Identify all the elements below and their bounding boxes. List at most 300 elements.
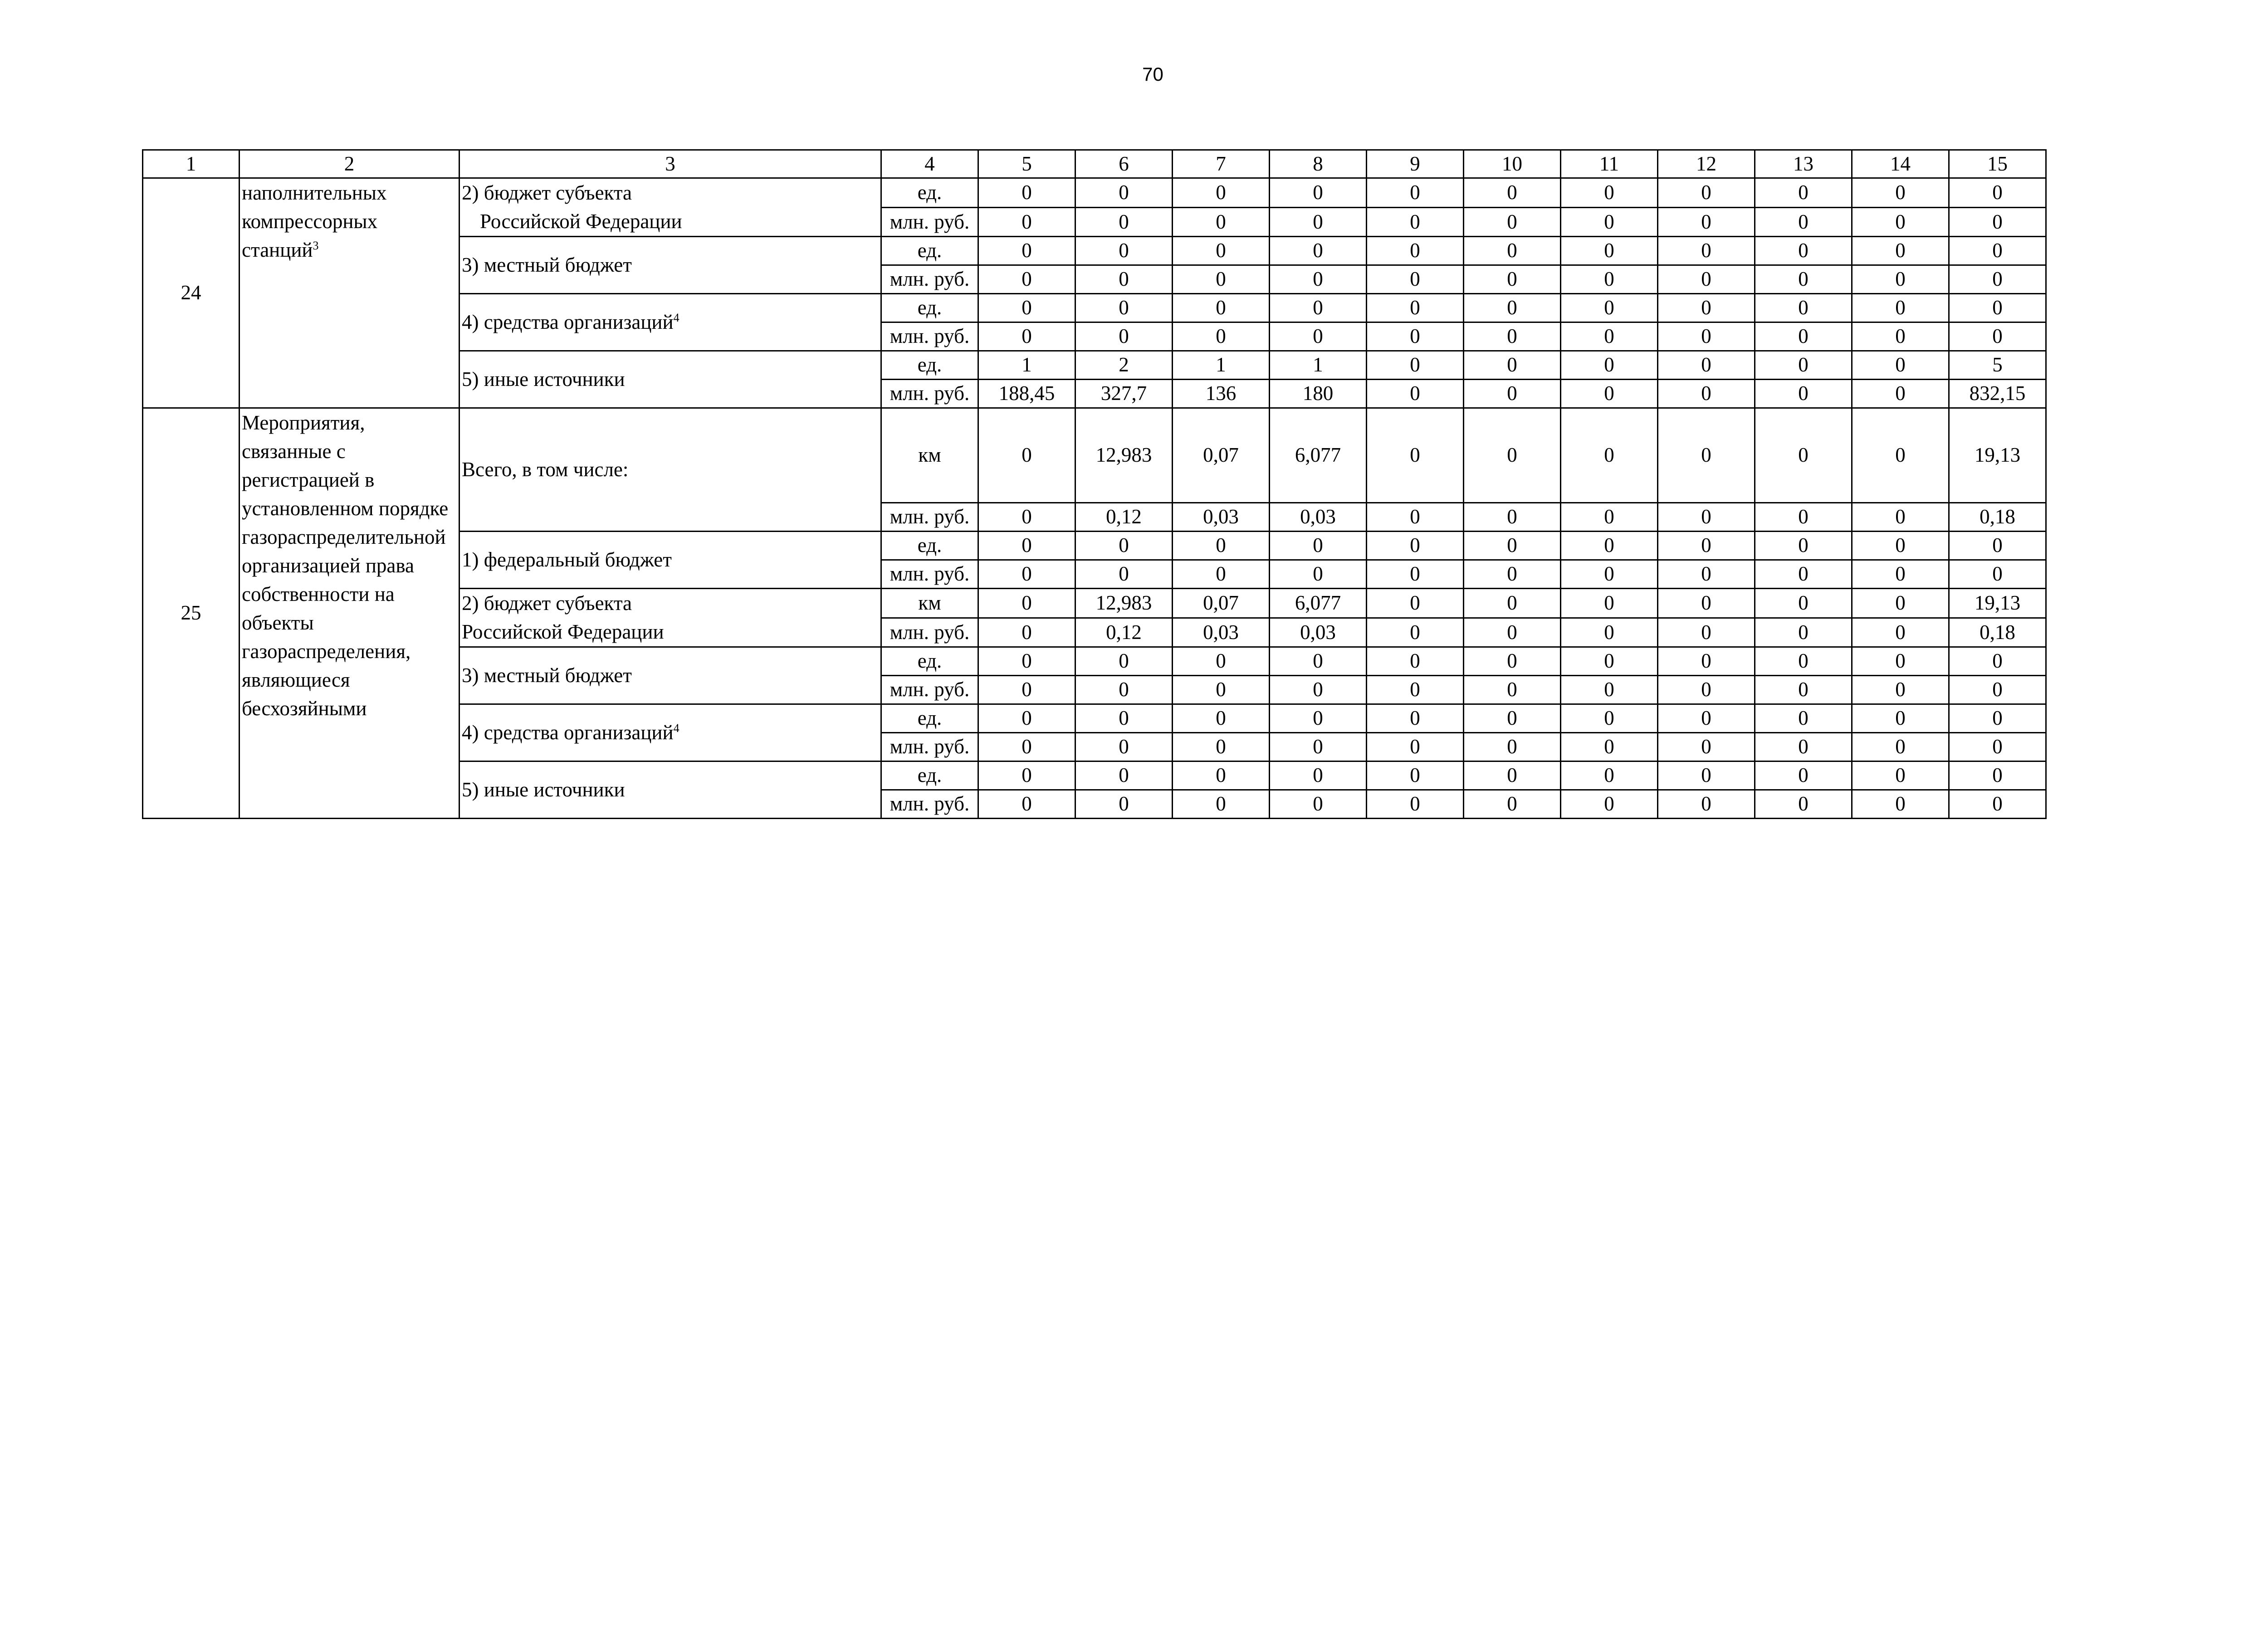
funding-source (459, 408, 881, 532)
funding-source-label-line2: Российской Федерации (480, 210, 682, 233)
unit-cell: млн. руб. (881, 380, 978, 408)
value-cell: 0 (1755, 351, 1852, 380)
value-cell: 0 (1852, 790, 1949, 819)
value-cell: 0 (1270, 733, 1367, 761)
header-cell: 13 (1755, 150, 1852, 178)
value-cell: 0 (1852, 380, 1949, 408)
value-cell: 0 (1658, 676, 1755, 704)
value-cell: 0 (1561, 265, 1658, 294)
footnote-marker: 4 (673, 311, 679, 324)
header-cell: 15 (1949, 150, 2046, 178)
value-cell: 6,077 (1270, 408, 1367, 503)
value-cell: 0 (1075, 560, 1173, 589)
value-cell: 0 (1755, 647, 1852, 676)
funding-source-text: 5) иные источники (462, 778, 625, 801)
value-cell: 0 (978, 589, 1075, 618)
header-cell: 8 (1270, 150, 1367, 178)
value-cell: 5 (1949, 351, 2046, 380)
value-cell: 12,983 (1075, 408, 1173, 503)
value-cell: 0 (1270, 237, 1367, 265)
value-cell: 0 (1949, 704, 2046, 733)
value-cell: 0 (1658, 532, 1755, 560)
value-cell: 0 (1075, 294, 1173, 322)
value-cell: 0 (978, 618, 1075, 647)
value-cell: 0 (1949, 237, 2046, 265)
value-cell: 0 (1658, 178, 1755, 208)
value-cell: 0 (1464, 380, 1561, 408)
value-cell: 0 (978, 265, 1075, 294)
value-cell: 0 (1075, 647, 1173, 676)
value-cell: 0 (1367, 207, 1464, 237)
value-cell: 0,12 (1075, 503, 1173, 532)
value-cell: 0 (1658, 408, 1755, 503)
funding-source (459, 237, 881, 294)
value-cell: 0 (1270, 676, 1367, 704)
value-cell: 0 (1561, 532, 1658, 560)
unit-cell: млн. руб. (881, 322, 978, 351)
value-cell: 0 (1075, 237, 1173, 265)
value-cell: 0 (1852, 294, 1949, 322)
value-cell: 0 (1658, 237, 1755, 265)
unit-cell: млн. руб. (881, 503, 978, 532)
header-cell: 12 (1658, 150, 1755, 178)
footnote-marker: 3 (313, 239, 319, 252)
value-cell: 0 (1949, 790, 2046, 819)
value-cell: 0 (1561, 408, 1658, 503)
value-cell: 0 (1464, 647, 1561, 676)
value-cell: 0 (1367, 676, 1464, 704)
value-cell: 0 (1949, 560, 2046, 589)
value-cell: 0,12 (1075, 618, 1173, 647)
unit-cell: ед. (881, 294, 978, 322)
header-cell: 14 (1852, 150, 1949, 178)
header-cell: 3 (459, 150, 881, 178)
value-cell: 0 (1852, 178, 1949, 208)
header-cell: 10 (1464, 150, 1561, 178)
funding-source (459, 178, 881, 237)
value-cell: 0 (1755, 733, 1852, 761)
value-cell: 0,03 (1270, 618, 1367, 647)
value-cell: 0 (1367, 560, 1464, 589)
value-cell: 0 (1270, 532, 1367, 560)
value-cell: 0 (1755, 589, 1852, 618)
value-cell: 0 (1464, 676, 1561, 704)
value-cell: 0 (978, 178, 1075, 208)
value-cell: 0 (1755, 207, 1852, 237)
value-cell: 0 (1755, 704, 1852, 733)
funding-source-label (462, 311, 878, 334)
unit-cell: ед. (881, 647, 978, 676)
value-cell: 0 (1949, 322, 2046, 351)
value-cell: 0 (1852, 647, 1949, 676)
value-cell: 0 (1658, 380, 1755, 408)
value-cell: 0 (1075, 178, 1173, 208)
value-cell: 0 (1367, 532, 1464, 560)
value-cell: 0,07 (1173, 408, 1270, 503)
value-cell: 327,7 (1075, 380, 1173, 408)
unit-cell: млн. руб. (881, 733, 978, 761)
value-cell: 1 (1173, 351, 1270, 380)
value-cell: 188,45 (978, 380, 1075, 408)
value-cell: 0 (1949, 532, 2046, 560)
value-cell: 0 (1755, 560, 1852, 589)
value-cell: 0 (1658, 733, 1755, 761)
value-cell: 0 (1949, 761, 2046, 790)
value-cell: 0 (1367, 178, 1464, 208)
value-cell: 0 (1270, 294, 1367, 322)
value-cell: 0 (1755, 503, 1852, 532)
funding-source-text: 2) бюджет субъекта (462, 592, 632, 615)
value-cell: 0 (978, 761, 1075, 790)
value-cell: 0,03 (1270, 503, 1367, 532)
value-cell: 0 (1852, 237, 1949, 265)
funding-source (459, 589, 881, 647)
value-cell: 0 (1852, 589, 1949, 618)
value-cell: 0 (1075, 790, 1173, 819)
table-body (143, 150, 2046, 819)
value-cell: 0 (1367, 380, 1464, 408)
funding-source-text: 5) иные источники (462, 367, 625, 390)
unit-cell: км (881, 408, 978, 503)
value-cell: 0 (1173, 560, 1270, 589)
funding-source-label (462, 254, 878, 277)
value-cell: 0 (1367, 503, 1464, 532)
item-description (240, 178, 459, 408)
value-cell: 0 (1173, 704, 1270, 733)
value-cell: 0 (1464, 589, 1561, 618)
value-cell: 0 (1367, 322, 1464, 351)
value-cell: 0 (1464, 294, 1561, 322)
value-cell: 0 (1173, 178, 1270, 208)
header-cell: 11 (1561, 150, 1658, 178)
value-cell: 0 (1270, 207, 1367, 237)
header-cell: 9 (1367, 150, 1464, 178)
value-cell: 0 (1561, 560, 1658, 589)
header-cell: 1 (143, 150, 240, 178)
value-cell: 0,03 (1173, 618, 1270, 647)
value-cell: 0 (1852, 733, 1949, 761)
funding-source (459, 532, 881, 589)
value-cell: 0 (1173, 761, 1270, 790)
value-cell: 0 (1464, 790, 1561, 819)
value-cell: 0 (1367, 237, 1464, 265)
value-cell: 0 (1367, 618, 1464, 647)
value-cell: 0 (1658, 790, 1755, 819)
value-cell: 0,07 (1173, 589, 1270, 618)
value-cell: 0 (1852, 265, 1949, 294)
unit-cell: млн. руб. (881, 207, 978, 237)
value-cell: 0 (1464, 351, 1561, 380)
value-cell: 0 (1270, 560, 1367, 589)
value-cell: 0 (1464, 178, 1561, 208)
value-cell: 0,03 (1173, 503, 1270, 532)
item-description-text: наполнительных компрессорных станций (242, 181, 387, 261)
header-cell: 4 (881, 150, 978, 178)
value-cell: 0 (1949, 676, 2046, 704)
funding-source-label (462, 779, 878, 801)
value-cell: 19,13 (1949, 408, 2046, 503)
table-row (143, 408, 2046, 503)
value-cell: 0 (1755, 380, 1852, 408)
header-cell: 7 (1173, 150, 1270, 178)
value-cell: 0 (1755, 408, 1852, 503)
value-cell: 0 (978, 676, 1075, 704)
unit-cell: ед. (881, 237, 978, 265)
value-cell: 0 (1852, 532, 1949, 560)
funding-source (459, 704, 881, 761)
value-cell: 180 (1270, 380, 1367, 408)
value-cell: 0 (1464, 733, 1561, 761)
value-cell: 0 (1852, 618, 1949, 647)
value-cell: 0 (1173, 294, 1270, 322)
value-cell: 0 (978, 733, 1075, 761)
value-cell: 0 (1075, 704, 1173, 733)
value-cell: 0 (1561, 676, 1658, 704)
item-description-text: Мероприятия, связанные с регистрацией в установленном порядке газораспределительной организацией права собственности на объекты газораспределения, являющиеся бесхозяйными (242, 411, 449, 720)
value-cell: 0 (1755, 618, 1852, 647)
value-cell: 0 (1561, 761, 1658, 790)
value-cell: 0 (1173, 676, 1270, 704)
funding-source-text: 3) местный бюджет (462, 664, 632, 687)
value-cell: 0 (978, 207, 1075, 237)
funding-source-text: 3) местный бюджет (462, 253, 632, 276)
value-cell: 0 (1755, 178, 1852, 208)
value-cell: 0 (1658, 322, 1755, 351)
value-cell: 0 (1464, 704, 1561, 733)
header-cell: 6 (1075, 150, 1173, 178)
value-cell: 0 (1561, 207, 1658, 237)
value-cell: 0 (1270, 761, 1367, 790)
value-cell: 0 (978, 647, 1075, 676)
value-cell: 0 (1755, 532, 1852, 560)
value-cell: 0 (1755, 322, 1852, 351)
value-cell: 0 (1755, 676, 1852, 704)
value-cell: 832,15 (1949, 380, 2046, 408)
value-cell: 0 (1658, 503, 1755, 532)
value-cell: 0 (1270, 178, 1367, 208)
value-cell: 0 (1464, 265, 1561, 294)
table-row (143, 178, 2046, 208)
header-cell: 5 (978, 150, 1075, 178)
value-cell: 0 (1658, 647, 1755, 676)
value-cell: 0 (1658, 351, 1755, 380)
value-cell: 0 (1173, 733, 1270, 761)
value-cell: 0 (1464, 207, 1561, 237)
value-cell: 0 (1852, 560, 1949, 589)
value-cell: 0 (1367, 704, 1464, 733)
unit-cell: млн. руб. (881, 676, 978, 704)
value-cell: 0 (1173, 532, 1270, 560)
item-description (240, 408, 459, 819)
value-cell: 0 (1075, 761, 1173, 790)
value-cell: 0 (1852, 704, 1949, 733)
item-number: 24 (143, 178, 240, 408)
value-cell: 0 (978, 503, 1075, 532)
data-table (142, 149, 2047, 819)
value-cell: 0 (1561, 790, 1658, 819)
value-cell: 0 (1658, 560, 1755, 589)
header-row (143, 150, 2046, 178)
unit-cell: ед. (881, 532, 978, 560)
value-cell: 0 (1464, 618, 1561, 647)
value-cell: 0 (1561, 647, 1658, 676)
value-cell: 0 (1561, 237, 1658, 265)
footnote-marker: 4 (673, 721, 679, 735)
value-cell: 0 (978, 237, 1075, 265)
value-cell: 0 (1367, 265, 1464, 294)
value-cell: 0 (1561, 589, 1658, 618)
value-cell: 0 (1561, 618, 1658, 647)
value-cell: 0 (1367, 790, 1464, 819)
value-cell: 0 (1561, 178, 1658, 208)
funding-source-text: Всего, в том числе: (462, 458, 629, 481)
value-cell: 0 (1367, 294, 1464, 322)
value-cell: 0 (1561, 322, 1658, 351)
funding-source (459, 294, 881, 351)
funding-source-label (462, 179, 878, 207)
funding-source (459, 351, 881, 408)
value-cell: 0 (1949, 647, 2046, 676)
value-cell: 0 (1464, 237, 1561, 265)
value-cell: 0 (1755, 237, 1852, 265)
value-cell: 0 (1464, 532, 1561, 560)
value-cell: 12,983 (1075, 589, 1173, 618)
unit-cell: ед. (881, 761, 978, 790)
value-cell: 0 (1852, 207, 1949, 237)
funding-source-label (462, 589, 878, 618)
funding-source-label (462, 722, 878, 744)
value-cell: 0 (1852, 761, 1949, 790)
unit-cell: млн. руб. (881, 265, 978, 294)
value-cell: 0,18 (1949, 618, 2046, 647)
value-cell: 0 (978, 294, 1075, 322)
unit-cell: ед. (881, 704, 978, 733)
value-cell: 0 (1658, 761, 1755, 790)
value-cell: 0 (1852, 322, 1949, 351)
value-cell: 0 (1658, 589, 1755, 618)
value-cell: 0 (1075, 265, 1173, 294)
funding-source-label (462, 664, 878, 687)
funding-source (459, 761, 881, 819)
funding-source (459, 647, 881, 704)
value-cell: 0 (1658, 618, 1755, 647)
value-cell: 0 (1367, 733, 1464, 761)
value-cell: 0 (1173, 322, 1270, 351)
funding-source-label (462, 459, 878, 481)
value-cell: 0 (1173, 265, 1270, 294)
value-cell: 0 (1949, 207, 2046, 237)
value-cell: 0 (1561, 294, 1658, 322)
unit-cell: км (881, 589, 978, 618)
value-cell: 0 (1852, 503, 1949, 532)
unit-cell: ед. (881, 351, 978, 380)
unit-cell: млн. руб. (881, 560, 978, 589)
value-cell: 0 (1367, 647, 1464, 676)
value-cell: 0 (1270, 322, 1367, 351)
value-cell: 0 (1270, 790, 1367, 819)
value-cell: 0 (1464, 560, 1561, 589)
funding-source-text: 4) средства организаций (462, 721, 674, 744)
value-cell: 2 (1075, 351, 1173, 380)
value-cell: 0 (1561, 704, 1658, 733)
funding-source-label (462, 368, 878, 391)
funding-source-label (462, 549, 878, 571)
value-cell: 0 (1658, 207, 1755, 237)
value-cell: 0 (1755, 790, 1852, 819)
funding-source-label-line2: Российской Федерации (462, 620, 664, 643)
value-cell: 0 (1658, 704, 1755, 733)
value-cell: 0 (1561, 733, 1658, 761)
value-cell: 0 (1464, 761, 1561, 790)
value-cell: 0 (978, 408, 1075, 503)
value-cell: 0 (978, 532, 1075, 560)
value-cell: 0 (1755, 265, 1852, 294)
value-cell: 0 (1755, 294, 1852, 322)
value-cell: 0 (1949, 178, 2046, 208)
value-cell: 0 (1852, 351, 1949, 380)
value-cell: 0 (1658, 265, 1755, 294)
value-cell: 0 (1949, 733, 2046, 761)
value-cell: 0 (1464, 322, 1561, 351)
value-cell: 0 (1270, 704, 1367, 733)
value-cell: 0 (1464, 503, 1561, 532)
value-cell: 0 (1367, 589, 1464, 618)
unit-cell: ед. (881, 178, 978, 208)
value-cell: 0 (1658, 294, 1755, 322)
value-cell: 0 (1561, 380, 1658, 408)
value-cell: 0 (1367, 761, 1464, 790)
value-cell: 0 (1561, 503, 1658, 532)
value-cell: 0 (1075, 733, 1173, 761)
value-cell: 0 (1755, 761, 1852, 790)
value-cell: 0 (1075, 532, 1173, 560)
value-cell: 19,13 (1949, 589, 2046, 618)
value-cell: 0 (1173, 207, 1270, 237)
value-cell: 0 (1949, 265, 2046, 294)
value-cell: 0 (1852, 676, 1949, 704)
value-cell: 0 (978, 322, 1075, 351)
value-cell: 0 (1949, 294, 2046, 322)
funding-source-text: 4) средства организаций (462, 310, 674, 333)
value-cell: 1 (978, 351, 1075, 380)
value-cell: 0 (1367, 351, 1464, 380)
value-cell: 136 (1173, 380, 1270, 408)
value-cell: 0 (978, 790, 1075, 819)
unit-cell: млн. руб. (881, 618, 978, 647)
value-cell: 0 (1173, 237, 1270, 265)
value-cell: 0 (1464, 408, 1561, 503)
value-cell: 0 (1561, 351, 1658, 380)
value-cell: 0 (1852, 408, 1949, 503)
value-cell: 6,077 (1270, 589, 1367, 618)
value-cell: 0 (1173, 790, 1270, 819)
value-cell: 0 (1173, 647, 1270, 676)
header-cell: 2 (240, 150, 459, 178)
item-number: 25 (143, 408, 240, 819)
value-cell: 0 (978, 560, 1075, 589)
value-cell: 0,18 (1949, 503, 2046, 532)
value-cell: 1 (1270, 351, 1367, 380)
value-cell: 0 (1075, 322, 1173, 351)
value-cell: 0 (1270, 265, 1367, 294)
funding-source-text: 1) федеральный бюджет (462, 548, 672, 571)
value-cell: 0 (1367, 408, 1464, 503)
value-cell: 0 (1075, 676, 1173, 704)
value-cell: 0 (1075, 207, 1173, 237)
page-number: 70 (1142, 63, 1163, 85)
value-cell: 0 (978, 704, 1075, 733)
funding-source-text: 2) бюджет субъекта (462, 181, 632, 204)
